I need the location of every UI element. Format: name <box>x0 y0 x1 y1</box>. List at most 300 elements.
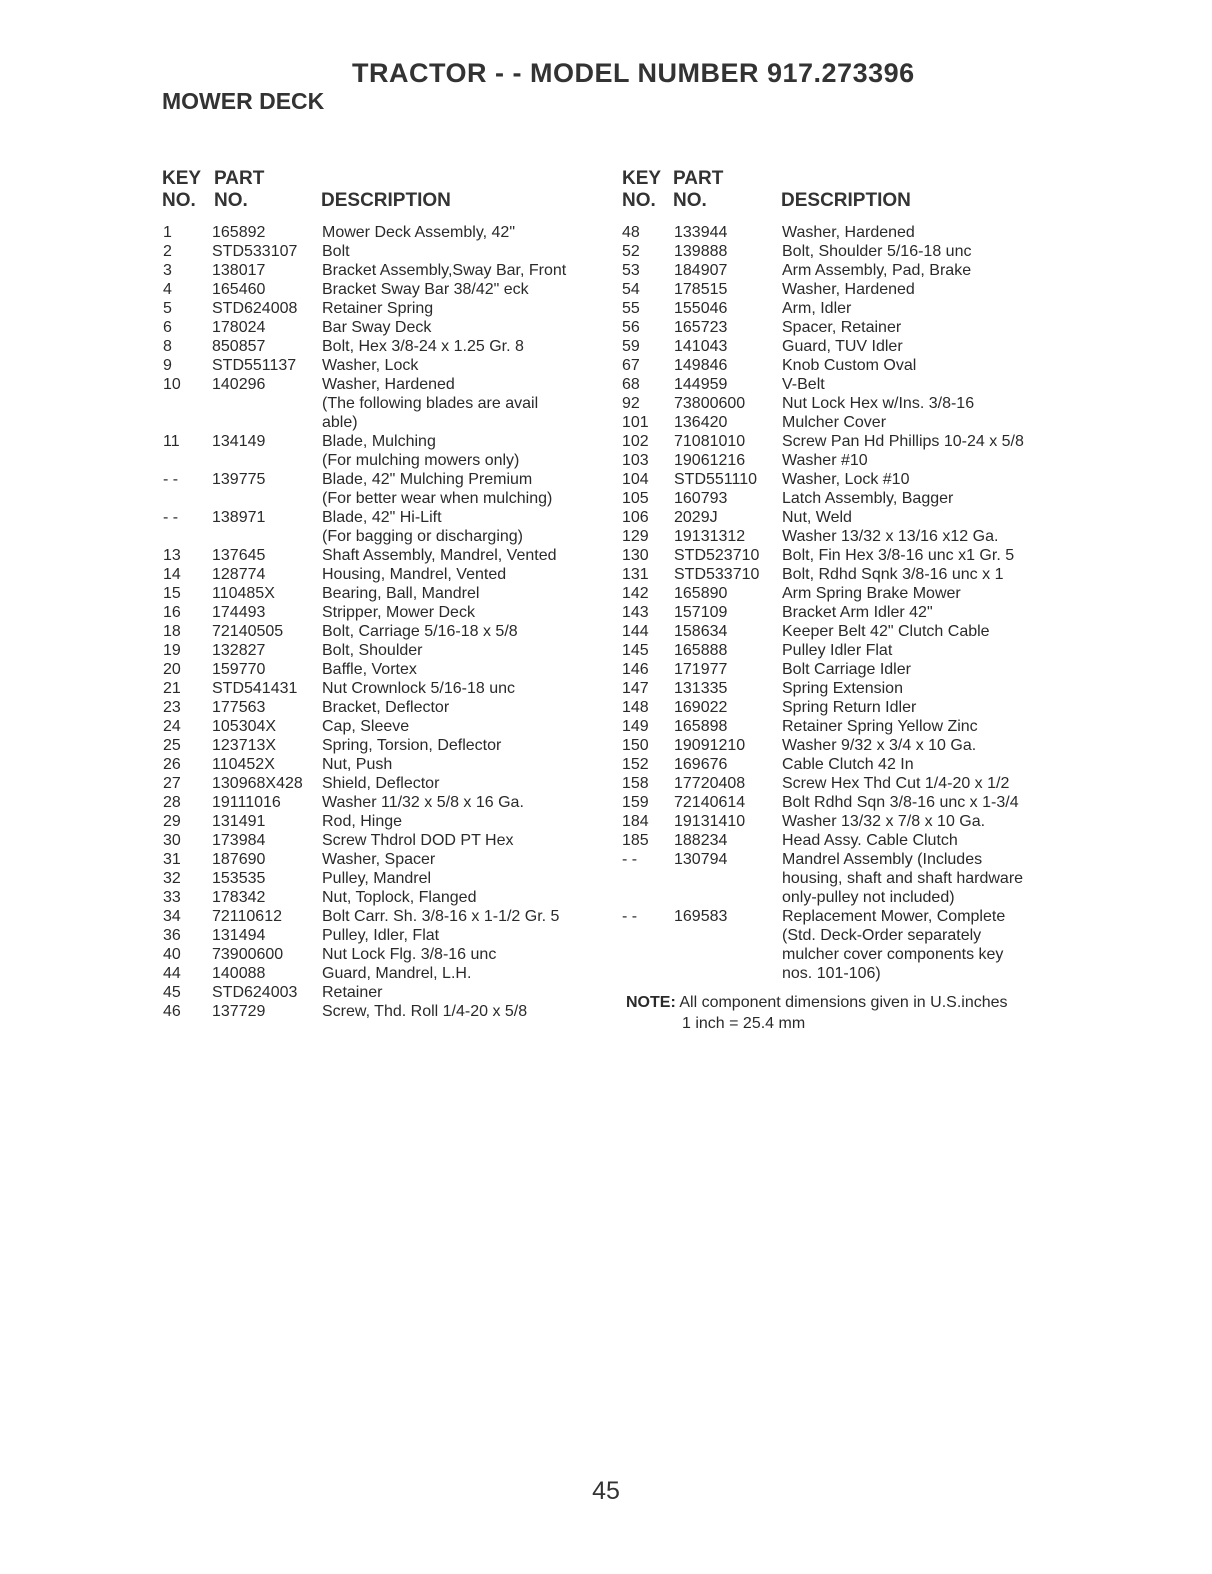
key-no-cell: 29 <box>163 813 181 830</box>
description-cell: Nut Lock Flg. 3/8-16 unc <box>322 946 497 963</box>
table-row <box>163 717 603 736</box>
description-cell: Nut, Push <box>322 756 393 773</box>
table-row <box>163 337 603 356</box>
description-cell: Mandrel Assembly (Includes <box>782 851 983 868</box>
part-no-cell: 155046 <box>674 300 728 317</box>
key-no-cell: 105 <box>622 490 649 507</box>
table-row <box>622 413 1062 432</box>
part-no-cell: 131494 <box>212 927 266 944</box>
part-no-cell: STD541431 <box>212 680 298 697</box>
part-no-cell: 141043 <box>674 338 728 355</box>
table-row <box>163 888 603 907</box>
table-row <box>622 223 1062 242</box>
table-row <box>163 641 603 660</box>
key-no-cell: 45 <box>163 984 181 1001</box>
description-cell: Bolt, Shoulder 5/16-18 unc <box>782 243 972 260</box>
part-no-cell: STD533107 <box>212 243 298 260</box>
part-no-cell: 169022 <box>674 699 728 716</box>
key-no-cell: 104 <box>622 471 649 488</box>
description-cell: Washer, Hardened <box>322 376 455 393</box>
description-cell: Spring Extension <box>782 680 903 697</box>
key-no-cell: 131 <box>622 566 649 583</box>
description-cell: Keeper Belt 42" Clutch Cable <box>782 623 990 640</box>
part-no-cell: 158634 <box>674 623 728 640</box>
table-row <box>163 774 603 793</box>
part-no-cell: 110485X <box>212 585 275 602</box>
part-no-cell: 139888 <box>674 243 728 260</box>
part-no-cell: STD624008 <box>212 300 298 317</box>
description-cell: Baffle, Vortex <box>322 661 417 678</box>
description-cell: Retainer Spring <box>322 300 434 317</box>
table-row <box>163 660 603 679</box>
part-no-cell: 131335 <box>674 680 728 697</box>
description-cell: able) <box>322 414 358 431</box>
table-row <box>163 831 603 850</box>
description-cell: Bolt <box>322 243 350 260</box>
table-row <box>622 280 1062 299</box>
description-cell: Cap, Sleeve <box>322 718 410 735</box>
part-no-cell: 19091210 <box>674 737 746 754</box>
part-no-cell: 73900600 <box>212 946 284 963</box>
right-header-key-line1: KEY <box>622 168 662 189</box>
key-no-cell: 146 <box>622 661 649 678</box>
key-no-cell: 148 <box>622 699 649 716</box>
part-no-cell: STD551137 <box>212 357 297 374</box>
table-row <box>622 489 1062 508</box>
table-row <box>622 812 1062 831</box>
left-header-part-line2: NO. <box>214 190 248 211</box>
key-no-cell: 26 <box>163 756 181 773</box>
table-row <box>163 261 603 280</box>
description-cell: Blade, 42" Hi-Lift <box>322 509 442 526</box>
description-cell: Bolt Carr. Sh. 3/8-16 x 1-1/2 Gr. 5 <box>322 908 560 925</box>
table-row <box>163 850 603 869</box>
key-no-cell: 92 <box>622 395 640 412</box>
table-row <box>622 698 1062 717</box>
description-cell: Bolt, Rdhd Sqnk 3/8-16 unc x 1 <box>782 566 1004 583</box>
part-no-cell: 169583 <box>674 908 728 925</box>
part-no-cell: 138017 <box>212 262 266 279</box>
description-cell: Rod, Hinge <box>322 813 403 830</box>
part-no-cell: 144959 <box>674 376 728 393</box>
table-row <box>163 280 603 299</box>
description-cell: (For mulching mowers only) <box>322 452 520 469</box>
part-no-cell: 165723 <box>674 319 728 336</box>
table-row <box>163 622 603 641</box>
key-no-cell: 184 <box>622 813 649 830</box>
table-row <box>163 432 603 451</box>
left-header-key-line2: NO. <box>162 190 196 211</box>
part-no-cell: 72110612 <box>212 908 282 925</box>
part-no-cell: STD523710 <box>674 547 760 564</box>
description-cell: Nut Lock Hex w/Ins. 3/8-16 <box>782 395 975 412</box>
description-cell: Screw Pan Hd Phillips 10-24 x 5/8 <box>782 433 1024 450</box>
table-row <box>163 546 603 565</box>
table-row <box>163 869 603 888</box>
description-cell: Washer 13/32 x 13/16 x12 Ga. <box>782 528 999 545</box>
description-cell: Washer 13/32 x 7/8 x 10 Ga. <box>782 813 986 830</box>
key-no-cell: 32 <box>163 870 181 887</box>
key-no-cell: 34 <box>163 908 181 925</box>
description-cell: Bolt, Shoulder <box>322 642 423 659</box>
key-no-cell: 44 <box>163 965 181 982</box>
part-no-cell: 138971 <box>212 509 266 526</box>
key-no-cell: 185 <box>622 832 649 849</box>
table-row <box>163 565 603 584</box>
table-row <box>622 774 1062 793</box>
key-no-cell: 20 <box>163 661 181 678</box>
left-parts-table <box>163 223 603 1021</box>
table-row <box>622 945 1062 964</box>
table-row <box>163 698 603 717</box>
part-no-cell: 71081010 <box>674 433 746 450</box>
description-cell: Bolt Rdhd Sqn 3/8-16 unc x 1-3/4 <box>782 794 1019 811</box>
table-row <box>163 508 603 527</box>
part-no-cell: 165892 <box>212 224 266 241</box>
key-no-cell: 149 <box>622 718 649 735</box>
table-row <box>622 356 1062 375</box>
part-no-cell: 165460 <box>212 281 266 298</box>
key-no-cell: 25 <box>163 737 181 754</box>
key-no-cell: - - <box>163 471 179 488</box>
key-no-cell: 147 <box>622 680 649 697</box>
description-cell: Guard, Mandrel, L.H. <box>322 965 472 982</box>
left-header-key-line1: KEY <box>162 168 202 189</box>
table-row <box>622 755 1062 774</box>
table-row <box>163 793 603 812</box>
part-no-cell: STD533710 <box>674 566 760 583</box>
description-cell: Bracket Assembly,Sway Bar, Front <box>322 262 567 279</box>
table-row <box>163 223 603 242</box>
description-cell: Washer 9/32 x 3/4 x 10 Ga. <box>782 737 977 754</box>
description-cell: Cable Clutch 42 In <box>782 756 914 773</box>
part-no-cell: 110452X <box>212 756 275 773</box>
description-cell: V-Belt <box>782 376 825 393</box>
key-no-cell: 56 <box>622 319 640 336</box>
part-no-cell: 169676 <box>674 756 728 773</box>
key-no-cell: 67 <box>622 357 640 374</box>
part-no-cell: 19131312 <box>674 528 746 545</box>
part-no-cell: 128774 <box>212 566 266 583</box>
table-row <box>163 755 603 774</box>
table-row <box>622 375 1062 394</box>
table-row <box>163 470 603 489</box>
right-header-part-line1: PART <box>673 168 724 189</box>
description-cell: (For better wear when mulching) <box>322 490 553 507</box>
description-cell: Spring Return Idler <box>782 699 917 716</box>
part-no-cell: 178515 <box>674 281 728 298</box>
key-no-cell: 150 <box>622 737 649 754</box>
key-no-cell: 4 <box>163 281 172 298</box>
description-cell: Washer, Spacer <box>322 851 436 868</box>
description-cell: Replacement Mower, Complete <box>782 908 1006 925</box>
right-header-part-line2: NO. <box>673 190 707 211</box>
table-row <box>622 432 1062 451</box>
table-row <box>622 660 1062 679</box>
description-cell: Bolt, Hex 3/8-24 x 1.25 Gr. 8 <box>322 338 524 355</box>
page-number: 45 <box>592 1477 620 1505</box>
table-row <box>622 527 1062 546</box>
table-row <box>622 546 1062 565</box>
table-row <box>622 964 1062 983</box>
table-row <box>163 299 603 318</box>
table-row <box>163 242 603 261</box>
key-no-cell: 5 <box>163 300 172 317</box>
part-no-cell: 137645 <box>212 547 266 564</box>
key-no-cell: 31 <box>163 851 181 868</box>
table-row <box>622 622 1062 641</box>
part-no-cell: 133944 <box>674 224 728 241</box>
description-cell: Washer #10 <box>782 452 868 469</box>
description-cell: Pulley, Mandrel <box>322 870 432 887</box>
note <box>626 992 1008 1034</box>
key-no-cell: 10 <box>163 376 181 393</box>
right-header-key <box>622 168 661 212</box>
table-row <box>622 565 1062 584</box>
key-no-cell: 21 <box>163 680 181 697</box>
key-no-cell: 3 <box>163 262 172 279</box>
table-row <box>622 318 1062 337</box>
part-no-cell: 188234 <box>674 832 728 849</box>
description-cell: Nut, Weld <box>782 509 852 526</box>
part-no-cell: 134149 <box>212 433 266 450</box>
table-row <box>622 869 1062 888</box>
description-cell: (For bagging or discharging) <box>322 528 523 545</box>
key-no-cell: 14 <box>163 566 181 583</box>
table-row <box>163 489 603 508</box>
key-no-cell: 144 <box>622 623 649 640</box>
key-no-cell: 48 <box>622 224 640 241</box>
description-cell: Latch Assembly, Bagger <box>782 490 954 507</box>
key-no-cell: 30 <box>163 832 181 849</box>
key-no-cell: 143 <box>622 604 649 621</box>
key-no-cell: 1 <box>163 224 172 241</box>
description-cell: Bar Sway Deck <box>322 319 432 336</box>
part-no-cell: 132827 <box>212 642 266 659</box>
description-cell: (Std. Deck-Order separately <box>782 927 982 944</box>
part-no-cell: 160793 <box>674 490 728 507</box>
table-row <box>622 451 1062 470</box>
table-row <box>163 356 603 375</box>
key-no-cell: 55 <box>622 300 640 317</box>
key-no-cell: 158 <box>622 775 649 792</box>
description-cell: Blade, Mulching <box>322 433 436 450</box>
description-cell: Spacer, Retainer <box>782 319 902 336</box>
key-no-cell: 11 <box>163 433 180 450</box>
description-cell: Spring, Torsion, Deflector <box>322 737 502 754</box>
part-no-cell: 19061216 <box>674 452 746 469</box>
part-no-cell: 2029J <box>674 509 718 526</box>
left-header-key <box>162 168 201 212</box>
description-cell: Stripper, Mower Deck <box>322 604 475 621</box>
description-cell: Arm Assembly, Pad, Brake <box>782 262 972 279</box>
table-row <box>622 907 1062 926</box>
part-no-cell: 105304X <box>212 718 277 735</box>
part-no-cell: 130794 <box>674 851 728 868</box>
table-row <box>163 318 603 337</box>
part-no-cell: 184907 <box>674 262 728 279</box>
description-cell: Shield, Deflector <box>322 775 440 792</box>
key-no-cell: 19 <box>163 642 181 659</box>
part-no-cell: 149846 <box>674 357 728 374</box>
table-row <box>163 413 603 432</box>
right-parts-table <box>622 223 1062 983</box>
table-row <box>163 451 603 470</box>
key-no-cell: 53 <box>622 262 640 279</box>
table-row <box>163 812 603 831</box>
right-header-key-line2: NO. <box>622 190 656 211</box>
description-cell: Head Assy. Cable Clutch <box>782 832 958 849</box>
description-cell: Mulcher Cover <box>782 414 887 431</box>
key-no-cell: 130 <box>622 547 649 564</box>
table-row <box>622 888 1062 907</box>
table-row <box>163 375 603 394</box>
part-no-cell: 178024 <box>212 319 266 336</box>
table-row <box>622 508 1062 527</box>
description-cell: Washer, Lock <box>322 357 419 374</box>
description-cell: Arm Spring Brake Mower <box>782 585 961 602</box>
description-cell: Bearing, Ball, Mandrel <box>322 585 480 602</box>
right-header-part <box>673 168 723 212</box>
table-row <box>622 603 1062 622</box>
key-no-cell: 59 <box>622 338 640 355</box>
part-no-cell: 157109 <box>674 604 728 621</box>
key-no-cell: 33 <box>163 889 181 906</box>
key-no-cell: - - <box>622 908 638 925</box>
part-no-cell: 187690 <box>212 851 266 868</box>
key-no-cell: 142 <box>622 585 649 602</box>
key-no-cell: 36 <box>163 927 181 944</box>
table-row <box>622 641 1062 660</box>
key-no-cell: 145 <box>622 642 649 659</box>
description-cell: Bracket, Deflector <box>322 699 450 716</box>
key-no-cell: 6 <box>163 319 172 336</box>
part-no-cell: 165890 <box>674 585 728 602</box>
part-no-cell: 174493 <box>212 604 266 621</box>
key-no-cell: 101 <box>622 414 649 431</box>
left-header-description: DESCRIPTION <box>321 190 451 211</box>
key-no-cell: 129 <box>622 528 649 545</box>
description-cell: Guard, TUV Idler <box>782 338 903 355</box>
part-no-cell: 140088 <box>212 965 266 982</box>
description-cell: (The following blades are avail <box>322 395 539 412</box>
description-cell: Nut Crownlock 5/16-18 unc <box>322 680 515 697</box>
description-cell: Washer, Lock #10 <box>782 471 910 488</box>
description-cell: Screw Hex Thd Cut 1/4-20 x 1/2 <box>782 775 1010 792</box>
part-no-cell: 130968X428 <box>212 775 303 792</box>
description-cell: only-pulley not included) <box>782 889 955 906</box>
table-row <box>622 394 1062 413</box>
table-row <box>622 299 1062 318</box>
part-no-cell: 131491 <box>212 813 266 830</box>
description-cell: Bolt, Fin Hex 3/8-16 unc x1 Gr. 5 <box>782 547 1015 564</box>
part-no-cell: 171977 <box>674 661 728 678</box>
table-row <box>622 470 1062 489</box>
note-line1: All component dimensions given in U.S.inches <box>679 994 1008 1011</box>
key-no-cell: 9 <box>163 357 172 374</box>
part-no-cell: 17720408 <box>674 775 746 792</box>
key-no-cell: - - <box>622 851 638 868</box>
table-row <box>163 907 603 926</box>
part-no-cell: 153535 <box>212 870 266 887</box>
table-row <box>622 242 1062 261</box>
key-no-cell: 8 <box>163 338 172 355</box>
left-header-part <box>214 168 264 212</box>
key-no-cell: 106 <box>622 509 649 526</box>
part-no-cell: 73800600 <box>674 395 746 412</box>
part-no-cell: 165898 <box>674 718 728 735</box>
description-cell: Pulley Idler Flat <box>782 642 893 659</box>
note-label: NOTE: <box>626 994 676 1011</box>
table-row <box>622 584 1062 603</box>
note-line2: 1 inch = 25.4 mm <box>682 1015 806 1032</box>
key-no-cell: 18 <box>163 623 181 640</box>
part-no-cell: 72140614 <box>674 794 746 811</box>
part-no-cell: 140296 <box>212 376 266 393</box>
table-row <box>163 964 603 983</box>
description-cell: Screw Thdrol DOD PT Hex <box>322 832 514 849</box>
table-row <box>163 1002 603 1021</box>
part-no-cell: 173984 <box>212 832 266 849</box>
table-row <box>163 736 603 755</box>
description-cell: Blade, 42" Mulching Premium <box>322 471 533 488</box>
key-no-cell: 52 <box>622 243 640 260</box>
part-no-cell: 137729 <box>212 1003 266 1020</box>
description-cell: Mower Deck Assembly, 42" <box>322 224 515 241</box>
key-no-cell: 27 <box>163 775 181 792</box>
description-cell: Retainer <box>322 984 383 1001</box>
table-row <box>622 261 1062 280</box>
part-no-cell: 136420 <box>674 414 728 431</box>
description-cell: Washer 11/32 x 5/8 x 16 Ga. <box>322 794 524 811</box>
part-no-cell: 850857 <box>212 338 266 355</box>
description-cell: Arm, Idler <box>782 300 852 317</box>
key-no-cell: 159 <box>622 794 649 811</box>
table-row <box>622 831 1062 850</box>
table-row <box>163 584 603 603</box>
table-row <box>622 793 1062 812</box>
description-cell: Washer, Hardened <box>782 224 915 241</box>
part-no-cell: 139775 <box>212 471 266 488</box>
key-no-cell: 46 <box>163 1003 181 1020</box>
part-no-cell: STD551110 <box>674 471 758 488</box>
table-row <box>163 527 603 546</box>
table-row <box>622 717 1062 736</box>
key-no-cell: 40 <box>163 946 181 963</box>
part-no-cell: 19131410 <box>674 813 746 830</box>
part-no-cell: STD624003 <box>212 984 298 1001</box>
description-cell: Screw, Thd. Roll 1/4-20 x 5/8 <box>322 1003 528 1020</box>
key-no-cell: 15 <box>163 585 181 602</box>
description-cell: Washer, Hardened <box>782 281 915 298</box>
key-no-cell: 2 <box>163 243 172 260</box>
table-row <box>163 983 603 1002</box>
table-row <box>622 337 1062 356</box>
table-row <box>622 850 1062 869</box>
key-no-cell: 16 <box>163 604 181 621</box>
key-no-cell: - - <box>163 509 179 526</box>
description-cell: housing, shaft and shaft hardware <box>782 870 1024 887</box>
description-cell: Housing, Mandrel, Vented <box>322 566 507 583</box>
description-cell: Bolt Carriage Idler <box>782 661 911 678</box>
table-row <box>622 736 1062 755</box>
description-cell: Knob Custom Oval <box>782 357 917 374</box>
table-row <box>163 603 603 622</box>
description-cell: Shaft Assembly, Mandrel, Vented <box>322 547 557 564</box>
part-no-cell: 19111016 <box>212 794 281 811</box>
description-cell: Nut, Toplock, Flanged <box>322 889 477 906</box>
key-no-cell: 13 <box>163 547 181 564</box>
